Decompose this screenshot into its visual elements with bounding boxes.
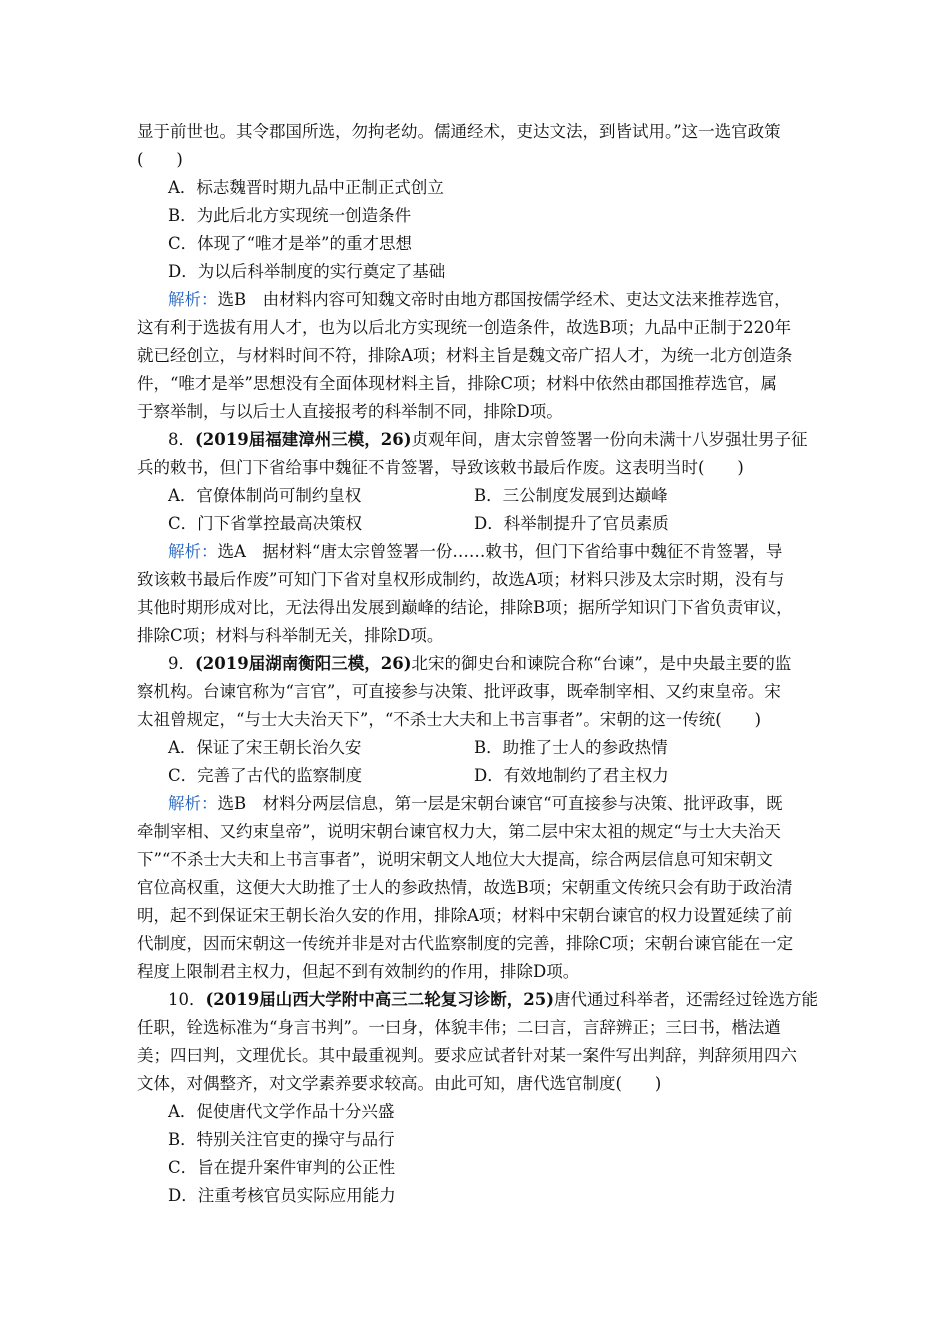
q7-option-c: C．体现了“唯才是举”的重才思想 bbox=[168, 234, 412, 253]
q9-analysis-line: 明，起不到保证宋王朝长治久安的作用，排除A项；材料中宋朝台谏官的权力设置延续了前 bbox=[137, 906, 793, 925]
q7-analysis-line: 这有利于选拔有用人才，也为以后北方实现统一创造条件，故选B项；九品中正制于220年 bbox=[137, 318, 792, 337]
analysis-label: 解析： bbox=[168, 542, 218, 561]
analysis-label: 解析： bbox=[168, 290, 218, 309]
q8-stem-line bbox=[0, 430, 950, 450]
stem-text: 北宋的御史台和谏院合称“台谏”，是中央最主要的监 bbox=[411, 654, 792, 673]
q8-option-b: B．三公制度发展到达巅峰 bbox=[474, 486, 668, 505]
q8-analysis-line: 致该敕书最后作废”可知门下省对皇权形成制约，故选A项；材料只涉及太宗时期，没有与 bbox=[137, 570, 785, 589]
question-source: (2019届福建漳州三模，26) bbox=[195, 430, 412, 449]
q10-stem-line: 美；四曰判，文理优长。其中最重视判。要求应试者针对某一案件写出判辞，判辞须用四六 bbox=[137, 1046, 797, 1065]
q9-analysis-line: 牵制宰相、又约束皇帝”，说明宋朝台谏官权力大，第二层中宋太祖的规定“与士大夫治天 bbox=[137, 822, 781, 841]
q7-option-d: D．为以后科举制度的实行奠定了基础 bbox=[168, 262, 446, 281]
q7-option-b: B．为此后北方实现统一创造条件 bbox=[168, 206, 412, 225]
q9-option-d: D．有效地制约了君主权力 bbox=[474, 766, 669, 785]
q7-stem-line: 显于前世也。其令郡国所选，勿拘老幼。儒通经术，吏达文法，到皆试用。”这一选官政策 bbox=[137, 122, 781, 141]
q9-stem-line: 太祖曾规定，“与士大夫治天下”，“不杀士大夫和上书言事者”。宋朝的这一传统( ) bbox=[137, 710, 762, 729]
question-number: 9． bbox=[168, 654, 195, 673]
analysis-label: 解析： bbox=[168, 794, 218, 813]
q8-stem-line: 兵的敕书，但门下省给事中魏征不肯签署，导致该敕书最后作废。这表明当时( ) bbox=[137, 458, 744, 477]
q8-option-d: D．科举制提升了官员素质 bbox=[474, 514, 669, 533]
q7-answer-blank: ( ) bbox=[137, 150, 183, 169]
q8-analysis-line: 其他时期形成对比，无法得出发展到巅峰的结论，排除B项；据所学知识门下省负责审议， bbox=[137, 598, 793, 617]
q10-option-c: C．旨在提升案件审判的公正性 bbox=[168, 1158, 396, 1177]
q9-option-a: A．保证了宋王朝长治久安 bbox=[168, 738, 362, 757]
analysis-text: 选B 材料分两层信息，第一层是宋朝台谏官“可直接参与决策、批评政事，既 bbox=[217, 794, 783, 813]
q10-stem-line: 文体，对偶整齐，对文学素养要求较高。由此可知，唐代选官制度( ) bbox=[137, 1074, 662, 1093]
q8-analysis-line: 排除C项；材料与科举制无关，排除D项。 bbox=[137, 626, 444, 645]
q9-stem-line bbox=[0, 654, 950, 674]
q10-option-a: A．促使唐代文学作品十分兴盛 bbox=[168, 1102, 395, 1121]
analysis-text: 选A 据材料“唐太宗曾签署一份……敕书，但门下省给事中魏征不肯签署，导 bbox=[217, 542, 783, 561]
q9-analysis-line: 下”“不杀士大夫和上书言事者”，说明宋朝文人地位大大提高，综合两层信息可知宋朝文 bbox=[137, 850, 773, 869]
q8-option-c: C．门下省掌控最高决策权 bbox=[168, 514, 363, 533]
q9-analysis-line: 官位高权重，这便大大助推了士人的参政热情，故选B项；宋朝重文传统只会有助于政治清 bbox=[137, 878, 793, 897]
q7-option-a: A．标志魏晋时期九品中正制正式创立 bbox=[168, 178, 444, 197]
q9-analysis-line: 代制度，因而宋朝这一传统并非是对古代监察制度的完善，排除C项；宋朝台谏官能在一定 bbox=[137, 934, 794, 953]
q7-analysis-line: 于察举制，与以后士人直接报考的科举制不同，排除D项。 bbox=[137, 402, 563, 421]
q9-analysis-line: 程度上限制君主权力，但起不到有效制约的作用，排除D项。 bbox=[137, 962, 580, 981]
q7-analysis-line: 件，“唯才是举”思想没有全面体现材料主旨，排除C项；材料中依然由郡国推荐选官，属 bbox=[137, 374, 777, 393]
stem-text: 贞观年间，唐太宗曾签署一份向未满十八岁强壮男子征 bbox=[411, 430, 808, 449]
q9-stem-line: 察机构。台谏官称为“言官”，可直接参与决策、批评政事，既牵制宰相、又约束皇帝。宋 bbox=[137, 682, 781, 701]
q10-option-b: B．特别关注官吏的操守与品行 bbox=[168, 1130, 395, 1149]
q8-option-a: A．官僚体制尚可制约皇权 bbox=[168, 486, 362, 505]
q7-analysis-line bbox=[0, 290, 950, 310]
q10-option-d: D．注重考核官员实际应用能力 bbox=[168, 1186, 396, 1205]
stem-text: 唐代通过科举者，还需经过铨选方能 bbox=[554, 990, 818, 1009]
question-source: (2019届湖南衡阳三模，26) bbox=[195, 654, 412, 673]
question-number: 10． bbox=[168, 990, 206, 1009]
q9-option-b: B．助推了士人的参政热情 bbox=[474, 738, 668, 757]
q9-analysis-line bbox=[0, 794, 950, 814]
q10-stem-line: 任职，铨选标准为“身言书判”。一曰身，体貌丰伟；二曰言，言辞辨正；三曰书，楷法遒 bbox=[137, 1018, 781, 1037]
q10-stem-line bbox=[0, 990, 950, 1010]
q7-analysis-line: 就已经创立，与材料时间不符，排除A项；材料主旨是魏文帝广招人才，为统一北方创造条 bbox=[137, 346, 793, 365]
question-number: 8． bbox=[168, 430, 195, 449]
analysis-text: 选B 由材料内容可知魏文帝时由地方郡国按儒学经术、吏达文法来推荐选官， bbox=[217, 290, 791, 309]
q9-option-c: C．完善了古代的监察制度 bbox=[168, 766, 363, 785]
q8-analysis-line bbox=[0, 542, 950, 562]
question-source: (2019届山西大学附中高三二轮复习诊断，25) bbox=[205, 990, 554, 1009]
